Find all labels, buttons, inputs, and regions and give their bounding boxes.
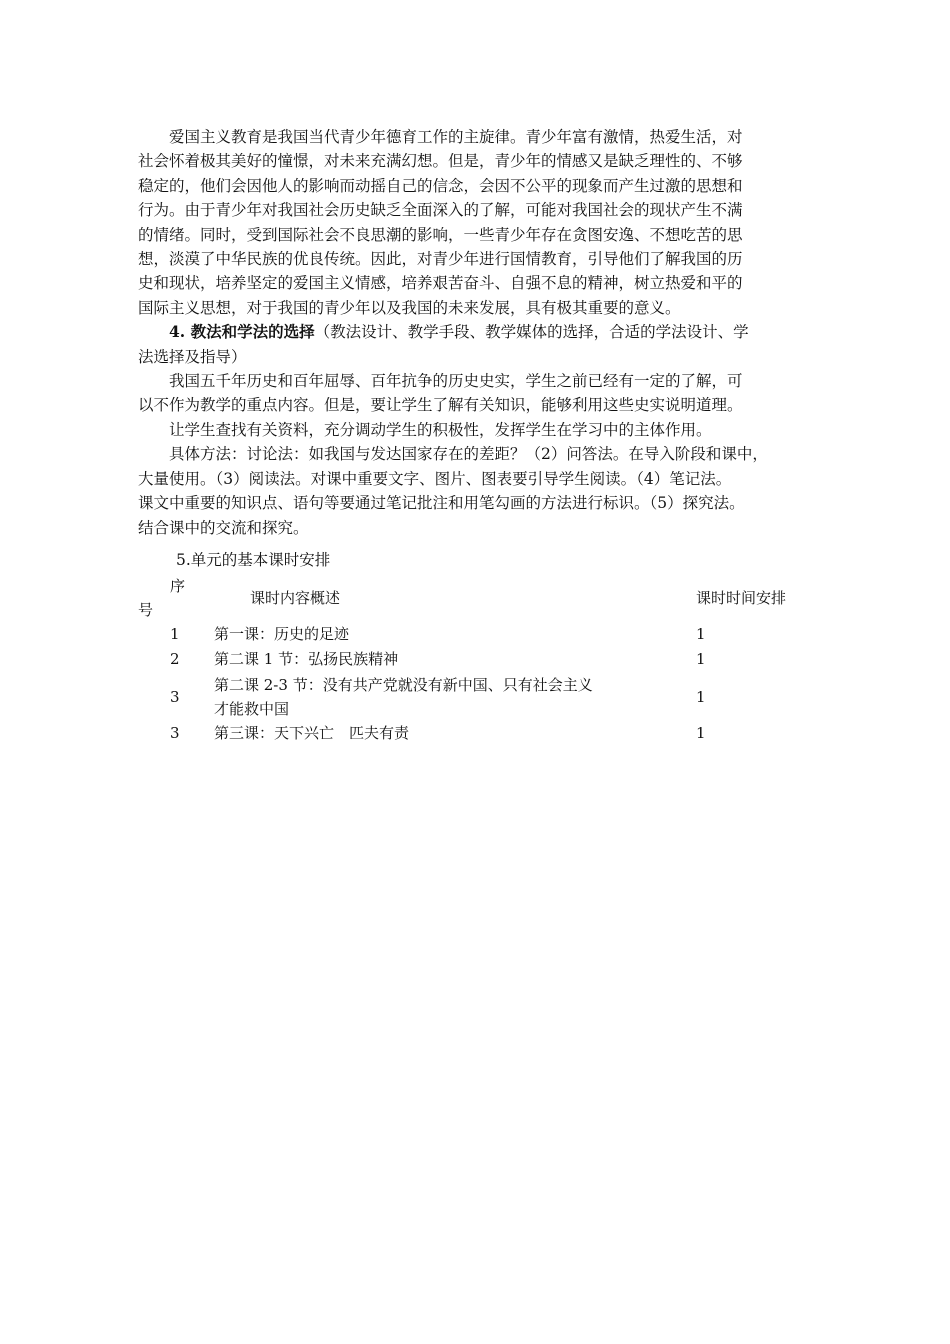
row-time: 1 [696, 688, 706, 706]
row-time: 1 [696, 650, 706, 668]
row-time: 1 [696, 724, 706, 742]
paragraph-patriotism-line-1: 爱国主义教育是我国当代青少年德育工作的主旋律。青少年富有激情，热爱生活，对 [169, 128, 743, 146]
paragraph-patriotism-line-5: 的情绪。同时，受到国际社会不良思潮的影响，一些青少年存在贪图安逸、不想吃苦的思 [138, 225, 743, 244]
paragraph-methods-line-2: 大量使用。（3）阅读法。对课中重要文字、图片、图表要引导学生阅读。（4）笔记法。 [138, 469, 732, 488]
section-4-note-1: （教法设计、教学手段、教学媒体的选择，合适的学法设计、学 [314, 323, 749, 342]
row-seq: 3 [170, 724, 180, 742]
header-seq-part-2: 号 [138, 601, 154, 619]
body-text [138, 125, 814, 540]
row-seq: 1 [170, 625, 180, 643]
paragraph-methods-line-1: 具体方法：讨论法：如我国与发达国家存在的差距？（2）问答法。在导入阶段和课中， [169, 445, 768, 464]
row-content: 第三课：天下兴亡 匹夫有责 [214, 724, 410, 742]
paragraph-methods-line-3: 课文中重要的知识点、语句等要通过笔记批注和用笔勾画的方法进行标识。（5）探究法。 [138, 494, 745, 513]
paragraph-patriotism-line-8: 国际主义思想，对于我国的青少年以及我国的未来发展，具有极其重要的意义。 [138, 298, 681, 317]
row-time: 1 [696, 625, 706, 643]
paragraph-students: 让学生查找有关资料，充分调动学生的积极性，发挥学生在学习中的主体作用。 [169, 420, 712, 439]
paragraph-patriotism-line-4: 行为。由于青少年对我国社会历史缺乏全面深入的了解，可能对我国社会的现状产生不满 [138, 201, 743, 220]
row-seq: 3 [170, 688, 180, 706]
row-seq: 2 [170, 650, 180, 668]
section-4-note-2: 法选择及指导） [138, 347, 247, 366]
paragraph-history-line-2: 以不作为教学的重点内容。但是，要让学生了解有关知识，能够利用这些史实说明道理。 [138, 396, 743, 415]
row-content-line-1: 第二课 2-3 节：没有共产党就没有新中国、只有社会主义 [214, 676, 593, 694]
section-4-title: 4. 教法和学法的选择 [169, 322, 315, 342]
paragraph-methods-line-4: 结合课中的交流和探究。 [138, 518, 309, 537]
paragraph-patriotism-line-2: 社会怀着极其美好的憧憬，对未来充满幻想。但是，青少年的情感又是缺乏理性的、不够 [138, 152, 743, 171]
paragraph-history-line-1: 我国五千年历史和百年屈辱、百年抗争的历史史实，学生之前已经有一定的了解，可 [169, 372, 743, 391]
row-content-line-2: 才能救中国 [214, 700, 290, 718]
header-time: 课时时间安排 [696, 589, 787, 607]
row-content: 第二课 1 节：弘扬民族精神 [214, 650, 399, 668]
paragraph-patriotism-line-3: 稳定的，他们会因他人的影响而动摇自己的信念，会因不公平的现象而产生过激的思想和 [138, 176, 743, 195]
section-5-title: 5.单元的基本课时安排 [176, 551, 331, 569]
row-content: 第一课：历史的足迹 [214, 625, 350, 643]
section-4-heading-line-1 [138, 320, 814, 344]
paragraph-patriotism-line-7: 史和现状，培养坚定的爱国主义情感，培养艰苦奋斗、自强不息的精神，树立热爱和平的 [138, 274, 743, 293]
header-content: 课时内容概述 [250, 589, 341, 607]
header-seq-part-1: 序 [170, 577, 186, 595]
paragraph-patriotism-line-6: 想，淡漠了中华民族的优良传统。因此，对青少年进行国情教育，引导他们了解我国的历 [138, 250, 743, 269]
